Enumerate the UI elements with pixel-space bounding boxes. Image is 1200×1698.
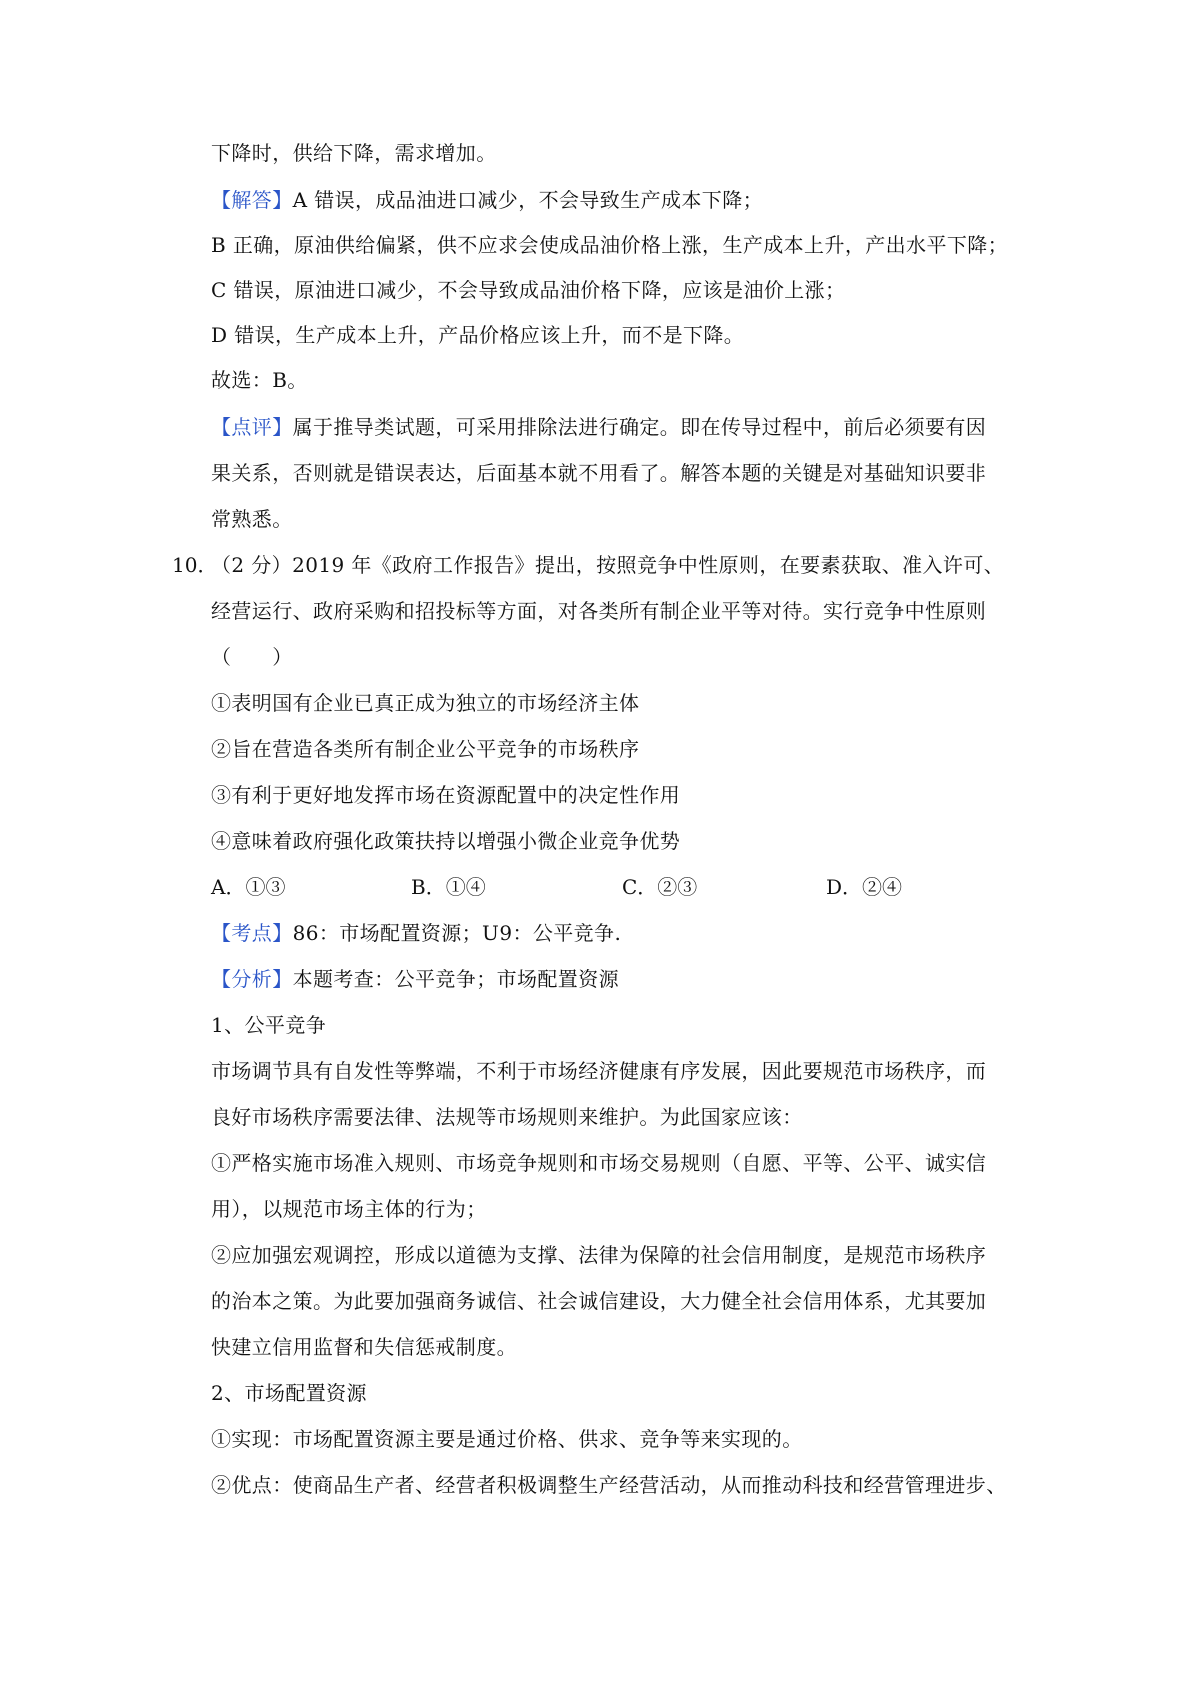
- answer-line-c: C 错误，原油进口减少，不会导致成品油价格下降，应该是油价上涨；: [211, 278, 846, 302]
- answer-tag: 【解答】: [211, 188, 293, 212]
- fenxi-text: 本题考查：公平竞争；市场配置资源: [292, 967, 620, 991]
- section-2-title: 2、市场配置资源: [211, 1381, 367, 1405]
- answer-line-a: [211, 185, 763, 215]
- analysis-tail: 下降时，供给下降，需求增加。: [211, 141, 497, 165]
- fenxi-tag: 【分析】: [211, 967, 293, 991]
- comment-line-2: 果关系，否则就是错误表达，后面基本就不用看了。解答本题的关键是对基础知识要非: [211, 461, 987, 485]
- comment-text-1: 属于推导类试题，可采用排除法进行确定。即在传导过程中，前后必须要有因: [292, 415, 987, 439]
- comment-line-1: [211, 412, 986, 442]
- statement-1: ①表明国有企业已真正成为独立的市场经济主体: [211, 691, 640, 715]
- fenxi-line: [211, 964, 619, 994]
- answer-choice: 故选：B。: [211, 368, 308, 392]
- section-1-line-6: 的治本之策。为此要加强商务诚信、社会诚信建设，大力健全社会信用体系，尤其要加: [211, 1289, 987, 1313]
- kaodian-line: [211, 918, 621, 948]
- question-stem-3: （ ）: [211, 645, 293, 669]
- section-1-line-7: 快建立信用监督和失信惩戒制度。: [211, 1335, 517, 1359]
- kaodian-tag: 【考点】: [211, 921, 293, 945]
- option-b: B．①④: [411, 875, 486, 899]
- kaodian-text: 86：市场配置资源；U9：公平竞争.: [292, 921, 622, 945]
- comment-line-3: 常熟悉。: [211, 507, 293, 531]
- statement-2: ②旨在营造各类所有制企业公平竞争的市场秩序: [211, 737, 640, 761]
- section-1-line-1: 市场调节具有自发性等弊端，不利于市场经济健康有序发展，因此要规范市场秩序，而: [211, 1059, 987, 1083]
- section-2-line-1: ①实现：市场配置资源主要是通过价格、供求、竞争等来实现的。: [211, 1427, 803, 1451]
- section-1-title: 1、公平竞争: [211, 1013, 327, 1037]
- section-1-line-3: ①严格实施市场准入规则、市场竞争规则和市场交易规则（自愿、平等、公平、诚实信: [211, 1151, 987, 1175]
- section-1-line-2: 良好市场秩序需要法律、法规等市场规则来维护。为此国家应该：: [211, 1105, 803, 1129]
- section-1-line-4: 用），以规范市场主体的行为；: [211, 1197, 487, 1221]
- answer-line-d: D 错误，生产成本上升，产品价格应该上升，而不是下降。: [211, 323, 745, 347]
- option-c: C．②③: [622, 875, 698, 899]
- statement-3: ③有利于更好地发挥市场在资源配置中的决定性作用: [211, 783, 681, 807]
- statement-4: ④意味着政府强化政策扶持以增强小微企业竞争优势: [211, 829, 681, 853]
- answer-a-text: A 错误，成品油进口减少，不会导致生产成本下降；: [292, 188, 764, 212]
- comment-tag: 【点评】: [211, 415, 293, 439]
- option-a: A．①③: [211, 875, 286, 899]
- section-2-line-2: ②优点：使商品生产者、经营者积极调整生产经营活动，从而推动科技和经营管理进步、: [211, 1473, 1007, 1497]
- option-d: D．②④: [826, 875, 903, 899]
- question-stem-1: （2 分）2019 年《政府工作报告》提出，按照竞争中性原则，在要素获取、准入许可、: [211, 553, 1005, 577]
- answer-line-b: B 正确，原油供给偏紧，供不应求会使成品油价格上涨，生产成本上升，产出水平下降；: [211, 233, 1009, 257]
- question-stem-2: 经营运行、政府采购和招投标等方面，对各类所有制企业平等对待。实行竞争中性原则: [211, 599, 987, 623]
- question-number: 10．: [172, 553, 218, 577]
- section-1-line-5: ②应加强宏观调控，形成以道德为支撑、法律为保障的社会信用制度，是规范市场秩序: [211, 1243, 987, 1267]
